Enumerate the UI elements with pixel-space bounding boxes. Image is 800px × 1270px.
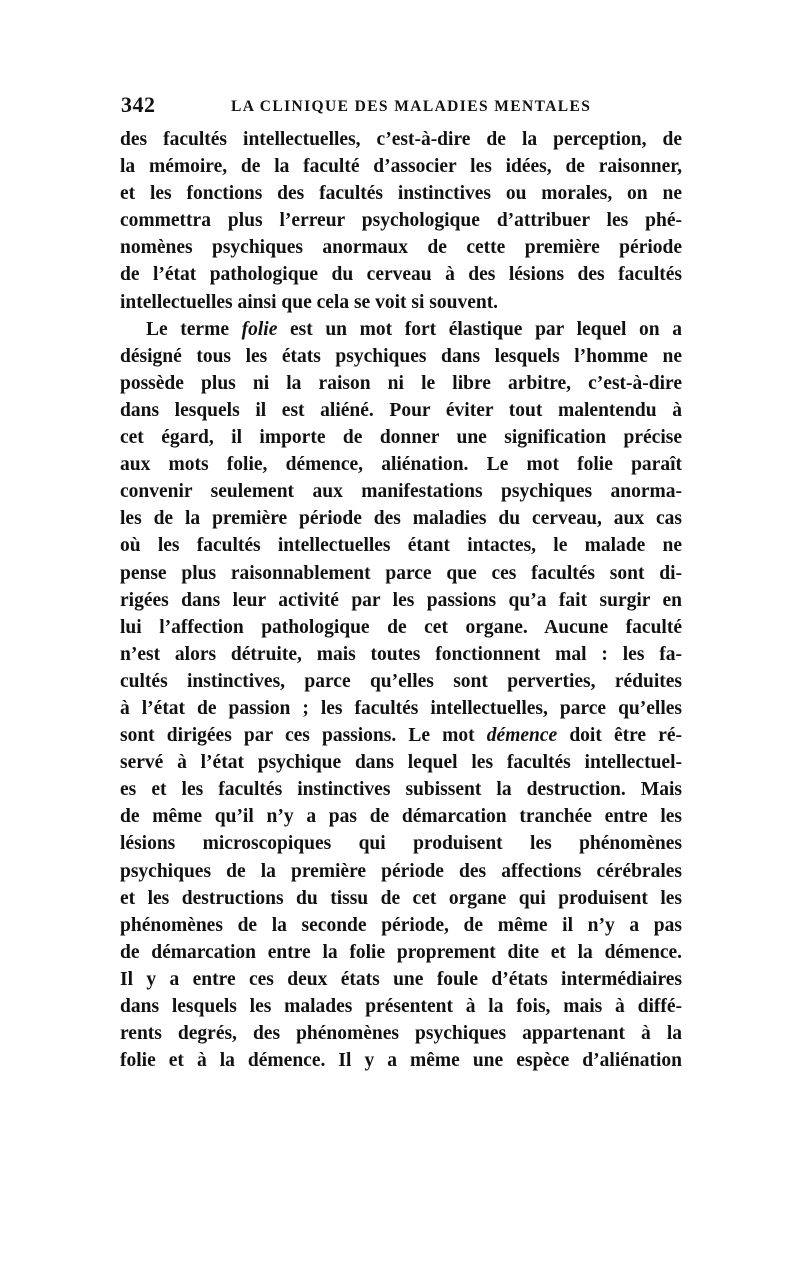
text-line: possède plus ni la raison ni le libre arbitre, c’est-à-dire	[120, 372, 682, 394]
text-line: lésions microscopiques qui produisent les phénomènes	[120, 833, 682, 855]
text-line: convenir seulement aux manifestations psychiques anorma-	[120, 481, 682, 503]
text-span: Le terme	[146, 318, 229, 340]
body-text	[120, 126, 682, 1074]
text-line: aux mots folie, démence, aliénation. Le mot folie paraît	[120, 454, 682, 476]
text-line: et les fonctions des facultés instinctives ou morales, on ne	[120, 183, 682, 205]
page-number: 342	[121, 92, 156, 117]
text-line: phénomènes de la seconde période, de même il n’y a pas	[120, 914, 682, 936]
text-line: de même qu’il n’y a pas de démarcation tranchée entre les	[120, 806, 682, 828]
text-line: de démarcation entre la folie proprement dite et la démence.	[120, 941, 682, 963]
text-line: pense plus raisonnablement parce que ces facultés sont di-	[120, 562, 682, 584]
text-span: est un mot fort élastique par lequel on a	[289, 318, 683, 340]
text-span: doit être ré-	[569, 725, 683, 747]
paragraph-start-line	[120, 316, 682, 343]
text-line: n’est alors détruite, mais toutes fonctionnent mal : les fa-	[120, 643, 682, 665]
text-span: sont dirigées par ces passions. Le mot	[120, 725, 475, 747]
text-line: cet égard, il importe de donner une signification précise	[120, 427, 682, 449]
text-line: de l’état pathologique du cerveau à des lésions des facultés	[120, 264, 682, 286]
text-line: la mémoire, de la faculté d’associer les idées, de raisonner,	[120, 156, 682, 178]
text-line: lui l’affection pathologique de cet organe. Aucune faculté	[120, 616, 682, 638]
text-line: intellectuelles ainsi que cela se voit si souvent.	[120, 291, 499, 313]
text-line: des facultés intellectuelles, c’est-à-dire de la perception, de	[120, 129, 682, 150]
text-line: Il y a entre ces deux états une foule d’états intermédiaires	[120, 968, 682, 990]
text-line: psychiques de la première période des affections cérébrales	[120, 860, 682, 882]
page-header	[121, 92, 681, 122]
text-line: dans lesquels les malades présentent à la fois, mais à diffé-	[120, 996, 682, 1017]
text-line: désigné tous les états psychiques dans lesquels l’homme ne	[120, 345, 682, 367]
text-line: les de la première période des maladies du cerveau, aux cas	[120, 508, 682, 530]
italic-term-demence: démence	[486, 725, 558, 747]
text-line: folie et à la démence. Il y a même une espèce d’aliénation	[120, 1050, 682, 1072]
text-line: nomènes psychiques anormaux de cette première période	[120, 237, 682, 259]
text-line: commettra plus l’erreur psychologique d’attribuer les phé-	[120, 210, 682, 232]
italic-term-folie: folie	[241, 318, 278, 340]
text-line: et les destructions du tissu de cet organe qui produisent les	[120, 887, 682, 909]
running-title: LA CLINIQUE DES MALADIES MENTALES	[231, 98, 592, 115]
text-line: rents degrés, des phénomènes psychiques appartenant à la	[120, 1023, 682, 1045]
text-line: rigées dans leur activité par les passions qu’a fait surgir en	[120, 589, 682, 611]
text-line: dans lesquels il est aliéné. Pour éviter tout malentendu à	[120, 399, 682, 421]
text-line: es et les facultés instinctives subissent la destruction. Mais	[120, 779, 682, 801]
text-line: cultés instinctives, parce qu’elles sont perverties, réduites	[120, 670, 682, 692]
text-line-with-italic	[120, 722, 682, 749]
text-line: servé à l’état psychique dans lequel les facultés intellectuel-	[120, 752, 682, 774]
text-line: où les facultés intellectuelles étant intactes, le malade ne	[120, 535, 682, 557]
text-line: à l’état de passion ; les facultés intellectuelles, parce qu’elles	[120, 697, 682, 719]
